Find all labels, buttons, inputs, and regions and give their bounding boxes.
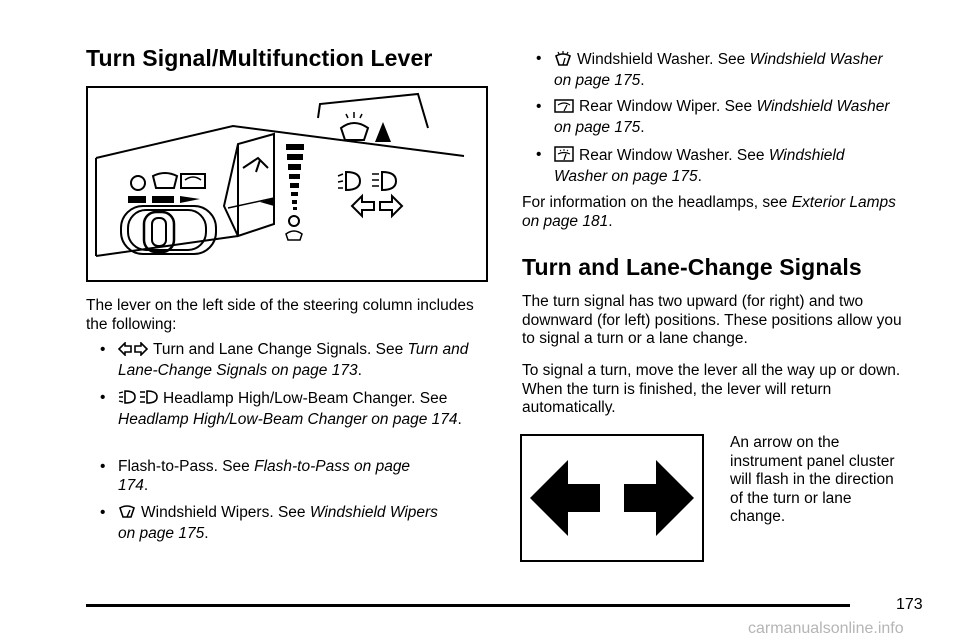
section-title-multifunction-lever: Turn Signal/Multifunction Lever (86, 45, 433, 71)
page-number: 173 (896, 596, 923, 613)
turn-signal-arrows-icon (118, 342, 148, 362)
left-arrow-icon (530, 460, 600, 536)
watermark: carmanualsonline.info (748, 620, 904, 637)
arrow-caption: An arrow on the instrument panel cluster will flash in the direction of the turn or lane change. (730, 434, 895, 525)
section-title-turn-signals: Turn and Lane-Change Signals (522, 254, 862, 280)
right-arrow-icon (624, 460, 694, 536)
rear-washer-icon (554, 146, 574, 168)
cross-reference-link[interactable]: Flash-to-Pass on page 174 (118, 458, 411, 494)
footer-rule (86, 604, 850, 607)
cross-reference-link[interactable]: Turn and Lane-Change Signals on page 173 (118, 341, 469, 379)
turn-arrows-figure (520, 434, 704, 562)
windshield-wiper-icon (118, 505, 136, 525)
turn-signal-paragraph-2: To signal a turn, move the lever all the way up or down. When the turn is finished, the lever will return automatically. (522, 362, 901, 416)
cross-reference-link[interactable]: Headlamp High/Low-Beam Changer on page 174 (118, 410, 458, 428)
cross-reference-link[interactable]: Windshield Washer on page 175 (554, 51, 883, 89)
turn-signal-paragraph-1: The turn signal has two upward (for right) and two downward (for left) positions. These positions allow you to signal a turn or a lane change. (522, 293, 902, 347)
multifunction-lever-drawing (88, 88, 486, 280)
cross-reference-link[interactable]: Exterior Lamps on page 181 (522, 194, 896, 230)
high-low-beam-icon (118, 389, 158, 411)
cross-reference-link[interactable]: Windshield Wipers on page 175 (118, 504, 438, 542)
windshield-washer-icon (554, 50, 572, 72)
cross-reference-link[interactable]: Windshield Washer on page 175 (554, 98, 890, 136)
headlamps-note: For information on the headlamps, see Exterior Lamps on page 181. (522, 194, 896, 230)
rear-wiper-icon (554, 99, 574, 119)
cross-reference-link[interactable]: Windshield Washer on page 175 (554, 147, 845, 185)
lever-intro: The lever on the left side of the steering column includes the following: (86, 297, 474, 333)
lever-illustration (86, 86, 488, 282)
